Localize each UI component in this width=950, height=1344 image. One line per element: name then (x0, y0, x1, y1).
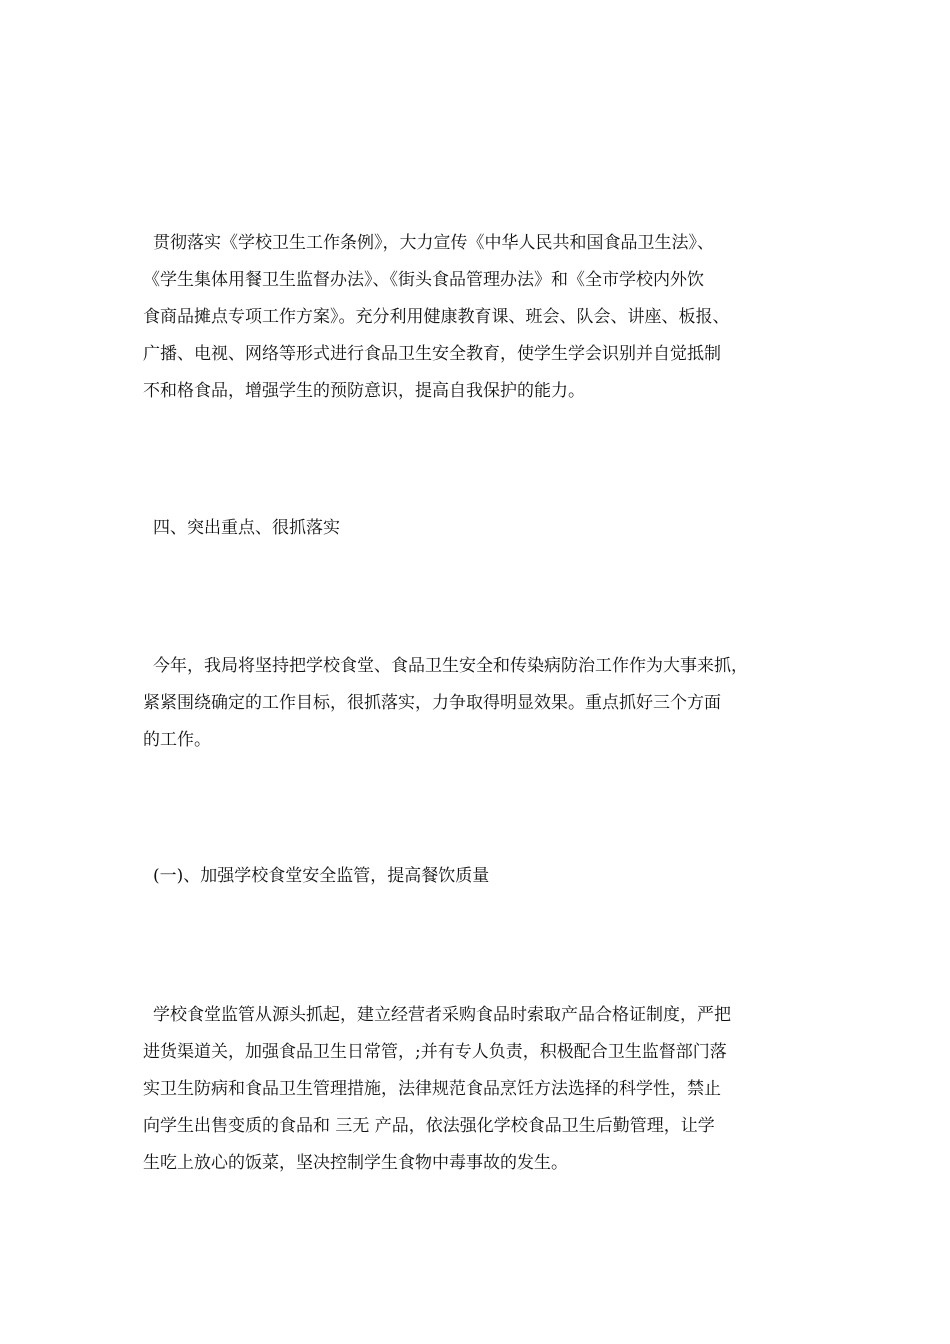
heading-text: 四、突出重点、很抓落实 (153, 518, 340, 538)
paragraph-line: 生吃上放心的饭菜，坚决控制学生食物中毒事故的发生。 (143, 1153, 568, 1173)
paragraph-line: 贯彻落实《学校卫生工作条例》，大力宣传《中华人民共和国食品卫生法》、 (153, 233, 714, 253)
subsection-heading-one (143, 858, 823, 895)
paragraph-line: 学校食堂监管从源头抓起，建立经营者采购食品时索取产品合格证制度，严把 (153, 1005, 731, 1025)
subheading-text: (一)、加强学校食堂安全监管，提高餐饮质量 (153, 866, 490, 886)
paragraph-line: 《学生集体用餐卫生监督办法》、《街头食品管理办法》和《全市学校内外饮 (143, 270, 704, 290)
paragraph-line: 紧紧围绕确定的工作目标，很抓落实，力争取得明显效果。重点抓好三个方面 (143, 693, 721, 713)
paragraph-food-safety-education (143, 225, 823, 410)
paragraph-line: 食商品摊点专项工作方案》。充分利用健康教育课、班会、队会、讲座、板报、 (143, 307, 730, 327)
section-heading-four (143, 510, 823, 547)
paragraph-canteen-supervision (143, 997, 823, 1182)
paragraph-this-year-focus (143, 648, 823, 759)
paragraph-line: 广播、电视、网络等形式进行食品卫生安全教育，使学生学会识别并自觉抵制 (143, 344, 721, 364)
paragraph-line: 进货渠道关，加强食品卫生日常管，;并有专人负责，积极配合卫生监督部门落 (143, 1042, 727, 1062)
paragraph-line: 今年，我局将坚持把学校食堂、食品卫生安全和传染病防治工作作为大事来抓， (153, 656, 748, 676)
paragraph-line: 实卫生防病和食品卫生管理措施，法律规范食品烹饪方法选择的科学性，禁止 (143, 1079, 721, 1099)
paragraph-line: 不和格食品，增强学生的预防意识，提高自我保护的能力。 (143, 381, 585, 401)
paragraph-line: 向学生出售变质的食品和 三无 产品，依法强化学校食品卫生后勤管理，让学 (143, 1116, 715, 1136)
paragraph-line: 的工作。 (143, 730, 211, 750)
